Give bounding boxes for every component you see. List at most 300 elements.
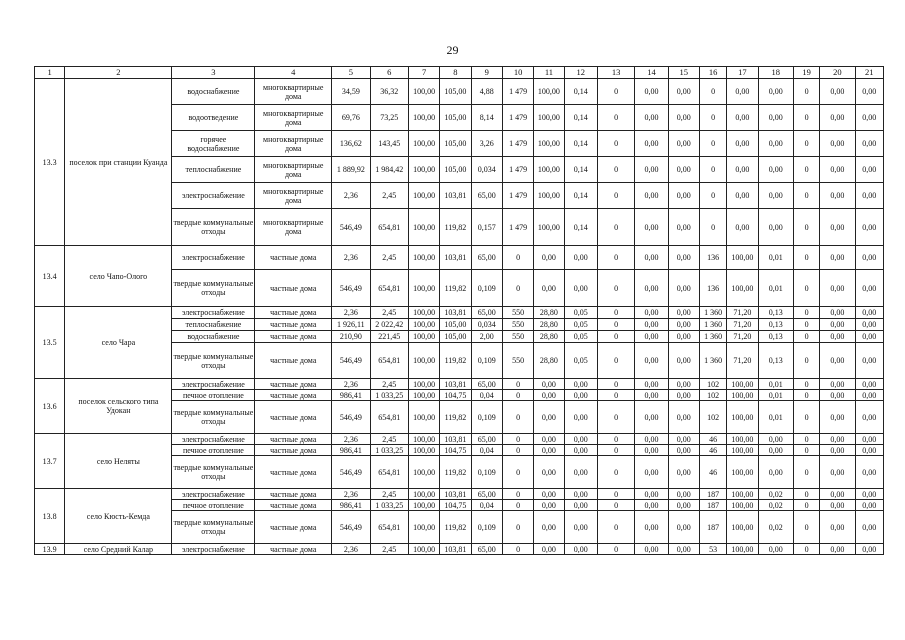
housing-type-cell: частные дома [255, 307, 332, 319]
value-cell-col-9: 0,034 [471, 319, 502, 331]
value-cell-col-15: 0,00 [668, 105, 699, 131]
value-cell-col-6: 2,45 [370, 379, 408, 390]
value-cell-col-9: 0,04 [471, 390, 502, 401]
value-cell-col-15: 0,00 [668, 157, 699, 183]
value-cell-col-15: 0,00 [668, 544, 699, 555]
value-cell-col-16: 187 [699, 500, 726, 511]
value-cell-col-10: 0 [502, 445, 533, 456]
value-cell-col-21: 0,00 [855, 157, 883, 183]
value-cell-col-10: 0 [502, 246, 533, 270]
value-cell-col-19: 0 [793, 79, 819, 105]
value-cell-col-20: 0,00 [820, 401, 855, 434]
value-cell-col-10: 550 [502, 331, 533, 343]
value-cell-col-16: 0 [699, 183, 726, 209]
column-header-12: 12 [564, 67, 597, 79]
value-cell-col-19: 0 [793, 183, 819, 209]
value-cell-col-16: 102 [699, 401, 726, 434]
service-cell: твердые коммунальные отходы [172, 343, 255, 379]
value-cell-col-11: 0,00 [534, 489, 564, 500]
value-cell-col-12: 0,00 [564, 401, 597, 434]
service-cell: печное отопление [172, 390, 255, 401]
value-cell-col-12: 0,00 [564, 390, 597, 401]
group-number: 13.5 [35, 307, 65, 379]
table-row [35, 489, 884, 500]
value-cell-col-6: 654,81 [370, 270, 408, 307]
value-cell-col-18: 0,00 [758, 183, 793, 209]
service-cell: теплоснабжение [172, 157, 255, 183]
value-cell-col-19: 0 [793, 489, 819, 500]
value-cell-col-5: 546,49 [332, 209, 370, 246]
value-cell-col-9: 65,00 [471, 246, 502, 270]
value-cell-col-8: 103,81 [440, 489, 471, 500]
value-cell-col-12: 0,05 [564, 331, 597, 343]
value-cell-col-21: 0,00 [855, 331, 883, 343]
value-cell-col-7: 100,00 [408, 105, 439, 131]
value-cell-col-21: 0,00 [855, 390, 883, 401]
value-cell-col-17: 0,00 [727, 157, 758, 183]
housing-type-cell: частные дома [255, 445, 332, 456]
value-cell-col-8: 105,00 [440, 105, 471, 131]
value-cell-col-20: 0,00 [820, 331, 855, 343]
value-cell-col-15: 0,00 [668, 79, 699, 105]
settlement-name: поселок сельского типа Удокан [65, 379, 172, 434]
column-header-14: 14 [635, 67, 668, 79]
value-cell-col-12: 0,14 [564, 157, 597, 183]
value-cell-col-5: 986,41 [332, 390, 370, 401]
value-cell-col-15: 0,00 [668, 131, 699, 157]
value-cell-col-6: 221,45 [370, 331, 408, 343]
value-cell-col-19: 0 [793, 319, 819, 331]
service-cell: горячее водоснабжение [172, 131, 255, 157]
value-cell-col-17: 100,00 [727, 401, 758, 434]
value-cell-col-10: 0 [502, 489, 533, 500]
value-cell-col-17: 100,00 [727, 379, 758, 390]
value-cell-col-11: 0,00 [534, 390, 564, 401]
value-cell-col-21: 0,00 [855, 434, 883, 445]
column-header-6: 6 [370, 67, 408, 79]
value-cell-col-6: 1 033,25 [370, 500, 408, 511]
housing-type-cell: частные дома [255, 319, 332, 331]
value-cell-col-14: 0,00 [635, 157, 668, 183]
value-cell-col-10: 0 [502, 511, 533, 544]
value-cell-col-6: 36,32 [370, 79, 408, 105]
value-cell-col-15: 0,00 [668, 445, 699, 456]
value-cell-col-7: 100,00 [408, 511, 439, 544]
value-cell-col-8: 103,81 [440, 379, 471, 390]
value-cell-col-16: 136 [699, 246, 726, 270]
housing-type-cell: частные дома [255, 434, 332, 445]
housing-type-cell: многоквартирные дома [255, 209, 332, 246]
value-cell-col-17: 0,00 [727, 131, 758, 157]
value-cell-col-20: 0,00 [820, 270, 855, 307]
settlement-name: село Средний Калар [65, 544, 172, 555]
value-cell-col-9: 65,00 [471, 379, 502, 390]
value-cell-col-20: 0,00 [820, 307, 855, 319]
column-header-8: 8 [440, 67, 471, 79]
value-cell-col-19: 0 [793, 434, 819, 445]
value-cell-col-5: 136,62 [332, 131, 370, 157]
value-cell-col-13: 0 [597, 157, 634, 183]
group-number: 13.3 [35, 79, 65, 246]
value-cell-col-9: 65,00 [471, 307, 502, 319]
value-cell-col-10: 1 479 [502, 79, 533, 105]
value-cell-col-15: 0,00 [668, 307, 699, 319]
value-cell-col-11: 0,00 [534, 544, 564, 555]
value-cell-col-18: 0,01 [758, 246, 793, 270]
service-cell: твердые коммунальные отходы [172, 401, 255, 434]
value-cell-col-16: 46 [699, 445, 726, 456]
column-header-19: 19 [793, 67, 819, 79]
value-cell-col-6: 2,45 [370, 307, 408, 319]
value-cell-col-9: 65,00 [471, 183, 502, 209]
housing-type-cell: частные дома [255, 331, 332, 343]
value-cell-col-14: 0,00 [635, 500, 668, 511]
value-cell-col-9: 0,157 [471, 209, 502, 246]
column-header-13: 13 [597, 67, 634, 79]
value-cell-col-19: 0 [793, 544, 819, 555]
housing-type-cell: частные дома [255, 246, 332, 270]
service-cell: твердые коммунальные отходы [172, 270, 255, 307]
column-header-20: 20 [820, 67, 855, 79]
housing-type-cell: частные дома [255, 270, 332, 307]
column-header-15: 15 [668, 67, 699, 79]
value-cell-col-11: 0,00 [534, 379, 564, 390]
value-cell-col-5: 2,36 [332, 379, 370, 390]
value-cell-col-14: 0,00 [635, 456, 668, 489]
value-cell-col-8: 105,00 [440, 157, 471, 183]
value-cell-col-15: 0,00 [668, 343, 699, 379]
value-cell-col-18: 0,13 [758, 331, 793, 343]
settlement-name: село Чапо-Олого [65, 246, 172, 307]
value-cell-col-17: 100,00 [727, 544, 758, 555]
column-header-1: 1 [35, 67, 65, 79]
value-cell-col-14: 0,00 [635, 331, 668, 343]
value-cell-col-11: 28,80 [534, 343, 564, 379]
value-cell-col-11: 100,00 [534, 209, 564, 246]
value-cell-col-19: 0 [793, 401, 819, 434]
value-cell-col-18: 0,02 [758, 489, 793, 500]
value-cell-col-7: 100,00 [408, 183, 439, 209]
value-cell-col-9: 3,26 [471, 131, 502, 157]
value-cell-col-20: 0,00 [820, 489, 855, 500]
value-cell-col-21: 0,00 [855, 379, 883, 390]
value-cell-col-21: 0,00 [855, 401, 883, 434]
housing-type-cell: частные дома [255, 390, 332, 401]
value-cell-col-7: 100,00 [408, 246, 439, 270]
value-cell-col-8: 103,81 [440, 434, 471, 445]
value-cell-col-21: 0,00 [855, 445, 883, 456]
table-row [35, 79, 884, 105]
value-cell-col-6: 2,45 [370, 183, 408, 209]
value-cell-col-21: 0,00 [855, 183, 883, 209]
value-cell-col-21: 0,00 [855, 456, 883, 489]
value-cell-col-17: 100,00 [727, 500, 758, 511]
value-cell-col-13: 0 [597, 105, 634, 131]
value-cell-col-14: 0,00 [635, 343, 668, 379]
value-cell-col-8: 103,81 [440, 307, 471, 319]
value-cell-col-13: 0 [597, 209, 634, 246]
housing-type-cell: частные дома [255, 500, 332, 511]
value-cell-col-7: 100,00 [408, 131, 439, 157]
value-cell-col-15: 0,00 [668, 456, 699, 489]
value-cell-col-17: 100,00 [727, 456, 758, 489]
value-cell-col-18: 0,00 [758, 209, 793, 246]
value-cell-col-14: 0,00 [635, 511, 668, 544]
value-cell-col-10: 550 [502, 319, 533, 331]
value-cell-col-16: 0 [699, 105, 726, 131]
value-cell-col-6: 2,45 [370, 434, 408, 445]
value-cell-col-12: 0,00 [564, 500, 597, 511]
column-header-7: 7 [408, 67, 439, 79]
value-cell-col-11: 0,00 [534, 434, 564, 445]
value-cell-col-16: 102 [699, 390, 726, 401]
value-cell-col-12: 0,14 [564, 105, 597, 131]
value-cell-col-5: 546,49 [332, 343, 370, 379]
value-cell-col-21: 0,00 [855, 500, 883, 511]
settlement-name: село Неляты [65, 434, 172, 489]
housing-type-cell: многоквартирные дома [255, 105, 332, 131]
value-cell-col-17: 0,00 [727, 183, 758, 209]
value-cell-col-5: 2,36 [332, 544, 370, 555]
value-cell-col-8: 103,81 [440, 183, 471, 209]
service-cell: твердые коммунальные отходы [172, 456, 255, 489]
value-cell-col-5: 2,36 [332, 307, 370, 319]
value-cell-col-18: 0,00 [758, 434, 793, 445]
settlement-name: поселок при станции Куанда [65, 79, 172, 246]
value-cell-col-11: 100,00 [534, 183, 564, 209]
value-cell-col-11: 0,00 [534, 401, 564, 434]
value-cell-col-10: 1 479 [502, 131, 533, 157]
value-cell-col-17: 71,20 [727, 343, 758, 379]
value-cell-col-7: 100,00 [408, 489, 439, 500]
value-cell-col-20: 0,00 [820, 500, 855, 511]
value-cell-col-12: 0,00 [564, 246, 597, 270]
value-cell-col-20: 0,00 [820, 445, 855, 456]
value-cell-col-10: 1 479 [502, 183, 533, 209]
value-cell-col-5: 2,36 [332, 246, 370, 270]
value-cell-col-18: 0,01 [758, 379, 793, 390]
housing-type-cell: многоквартирные дома [255, 131, 332, 157]
value-cell-col-12: 0,05 [564, 319, 597, 331]
value-cell-col-21: 0,00 [855, 79, 883, 105]
value-cell-col-5: 210,90 [332, 331, 370, 343]
value-cell-col-20: 0,00 [820, 79, 855, 105]
value-cell-col-6: 1 033,25 [370, 445, 408, 456]
value-cell-col-16: 46 [699, 456, 726, 489]
value-cell-col-6: 143,45 [370, 131, 408, 157]
value-cell-col-14: 0,00 [635, 319, 668, 331]
group-number: 13.6 [35, 379, 65, 434]
value-cell-col-12: 0,00 [564, 489, 597, 500]
value-cell-col-17: 100,00 [727, 511, 758, 544]
value-cell-col-20: 0,00 [820, 209, 855, 246]
value-cell-col-19: 0 [793, 105, 819, 131]
value-cell-col-14: 0,00 [635, 209, 668, 246]
value-cell-col-11: 0,00 [534, 456, 564, 489]
value-cell-col-12: 0,00 [564, 270, 597, 307]
value-cell-col-6: 654,81 [370, 511, 408, 544]
value-cell-col-6: 654,81 [370, 401, 408, 434]
group-number: 13.7 [35, 434, 65, 489]
value-cell-col-20: 0,00 [820, 157, 855, 183]
value-cell-col-16: 1 360 [699, 319, 726, 331]
value-cell-col-14: 0,00 [635, 246, 668, 270]
value-cell-col-12: 0,05 [564, 307, 597, 319]
service-cell: электроснабжение [172, 489, 255, 500]
value-cell-col-9: 0,109 [471, 401, 502, 434]
value-cell-col-18: 0,01 [758, 390, 793, 401]
value-cell-col-5: 34,59 [332, 79, 370, 105]
value-cell-col-14: 0,00 [635, 379, 668, 390]
value-cell-col-19: 0 [793, 209, 819, 246]
value-cell-col-12: 0,00 [564, 544, 597, 555]
housing-type-cell: частные дома [255, 401, 332, 434]
column-header-3: 3 [172, 67, 255, 79]
value-cell-col-8: 119,82 [440, 511, 471, 544]
value-cell-col-21: 0,00 [855, 343, 883, 379]
value-cell-col-8: 104,75 [440, 500, 471, 511]
value-cell-col-13: 0 [597, 343, 634, 379]
value-cell-col-20: 0,00 [820, 105, 855, 131]
value-cell-col-19: 0 [793, 131, 819, 157]
group-number: 13.8 [35, 489, 65, 544]
header-row [35, 67, 884, 79]
value-cell-col-12: 0,00 [564, 379, 597, 390]
value-cell-col-5: 1 889,92 [332, 157, 370, 183]
service-cell: электроснабжение [172, 544, 255, 555]
value-cell-col-8: 103,81 [440, 544, 471, 555]
value-cell-col-10: 1 479 [502, 157, 533, 183]
value-cell-col-16: 102 [699, 379, 726, 390]
housing-type-cell: частные дома [255, 343, 332, 379]
value-cell-col-17: 100,00 [727, 489, 758, 500]
column-header-9: 9 [471, 67, 502, 79]
value-cell-col-14: 0,00 [635, 270, 668, 307]
settlement-name: село Кюсть-Кемда [65, 489, 172, 544]
value-cell-col-6: 2,45 [370, 544, 408, 555]
value-cell-col-15: 0,00 [668, 511, 699, 544]
value-cell-col-7: 100,00 [408, 331, 439, 343]
table-row [35, 307, 884, 319]
value-cell-col-11: 28,80 [534, 307, 564, 319]
value-cell-col-11: 28,80 [534, 331, 564, 343]
value-cell-col-9: 0,109 [471, 343, 502, 379]
value-cell-col-16: 53 [699, 544, 726, 555]
value-cell-col-20: 0,00 [820, 544, 855, 555]
service-cell: печное отопление [172, 500, 255, 511]
value-cell-col-20: 0,00 [820, 319, 855, 331]
value-cell-col-15: 0,00 [668, 209, 699, 246]
table-row [35, 379, 884, 390]
service-cell: печное отопление [172, 445, 255, 456]
value-cell-col-11: 100,00 [534, 157, 564, 183]
value-cell-col-19: 0 [793, 246, 819, 270]
value-cell-col-19: 0 [793, 343, 819, 379]
value-cell-col-20: 0,00 [820, 246, 855, 270]
column-header-2: 2 [65, 67, 172, 79]
service-cell: электроснабжение [172, 307, 255, 319]
value-cell-col-16: 187 [699, 511, 726, 544]
value-cell-col-19: 0 [793, 307, 819, 319]
value-cell-col-21: 0,00 [855, 511, 883, 544]
value-cell-col-8: 104,75 [440, 390, 471, 401]
value-cell-col-13: 0 [597, 307, 634, 319]
value-cell-col-13: 0 [597, 331, 634, 343]
value-cell-col-13: 0 [597, 79, 634, 105]
value-cell-col-7: 100,00 [408, 445, 439, 456]
value-cell-col-18: 0,13 [758, 319, 793, 331]
column-header-4: 4 [255, 67, 332, 79]
value-cell-col-13: 0 [597, 390, 634, 401]
value-cell-col-9: 0,109 [471, 270, 502, 307]
value-cell-col-11: 100,00 [534, 131, 564, 157]
value-cell-col-7: 100,00 [408, 390, 439, 401]
value-cell-col-14: 0,00 [635, 183, 668, 209]
value-cell-col-17: 100,00 [727, 270, 758, 307]
value-cell-col-16: 0 [699, 157, 726, 183]
value-cell-col-8: 119,82 [440, 270, 471, 307]
value-cell-col-13: 0 [597, 511, 634, 544]
housing-type-cell: многоквартирные дома [255, 79, 332, 105]
value-cell-col-19: 0 [793, 157, 819, 183]
value-cell-col-9: 0,109 [471, 511, 502, 544]
value-cell-col-6: 2,45 [370, 489, 408, 500]
value-cell-col-8: 119,82 [440, 401, 471, 434]
value-cell-col-5: 546,49 [332, 270, 370, 307]
value-cell-col-17: 71,20 [727, 331, 758, 343]
tariff-table [34, 66, 884, 555]
value-cell-col-8: 119,82 [440, 456, 471, 489]
value-cell-col-12: 0,00 [564, 445, 597, 456]
value-cell-col-17: 0,00 [727, 105, 758, 131]
value-cell-col-21: 0,00 [855, 209, 883, 246]
value-cell-col-13: 0 [597, 131, 634, 157]
value-cell-col-8: 105,00 [440, 319, 471, 331]
value-cell-col-12: 0,05 [564, 343, 597, 379]
value-cell-col-7: 100,00 [408, 343, 439, 379]
value-cell-col-20: 0,00 [820, 434, 855, 445]
value-cell-col-21: 0,00 [855, 105, 883, 131]
value-cell-col-7: 100,00 [408, 157, 439, 183]
value-cell-col-15: 0,00 [668, 434, 699, 445]
value-cell-col-12: 0,14 [564, 209, 597, 246]
value-cell-col-8: 105,00 [440, 131, 471, 157]
value-cell-col-15: 0,00 [668, 500, 699, 511]
column-header-16: 16 [699, 67, 726, 79]
housing-type-cell: частные дома [255, 379, 332, 390]
value-cell-col-12: 0,00 [564, 511, 597, 544]
value-cell-col-19: 0 [793, 390, 819, 401]
value-cell-col-17: 100,00 [727, 390, 758, 401]
value-cell-col-16: 0 [699, 209, 726, 246]
value-cell-col-9: 65,00 [471, 544, 502, 555]
column-header-5: 5 [332, 67, 370, 79]
value-cell-col-18: 0,00 [758, 105, 793, 131]
value-cell-col-18: 0,00 [758, 131, 793, 157]
value-cell-col-13: 0 [597, 270, 634, 307]
column-header-17: 17 [727, 67, 758, 79]
value-cell-col-10: 550 [502, 343, 533, 379]
value-cell-col-7: 100,00 [408, 401, 439, 434]
value-cell-col-7: 100,00 [408, 544, 439, 555]
value-cell-col-17: 0,00 [727, 209, 758, 246]
housing-type-cell: частные дома [255, 544, 332, 555]
table-row [35, 246, 884, 270]
value-cell-col-14: 0,00 [635, 445, 668, 456]
value-cell-col-7: 100,00 [408, 379, 439, 390]
value-cell-col-14: 0,00 [635, 307, 668, 319]
value-cell-col-7: 100,00 [408, 434, 439, 445]
